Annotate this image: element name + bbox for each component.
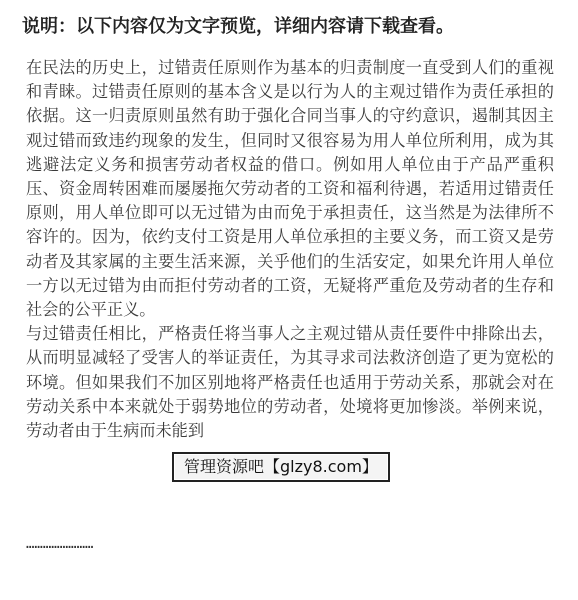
paragraph: 与过错责任相比，严格责任将当事人之主观过错从责任要件中排除出去，从而明显减轻了受害人的举证责任，为其寻求司法救济创造了更为宽松的环境。但如果我们不加区别地将严格责任也适用于劳动关系，那就会对在劳动关系中本来就处于弱势地位的劳动者，处境将更加惨淡。举例来说，劳动者由于生病而未能到 (26, 324, 554, 441)
preview-notice: 说明：以下内容仅为文字预览，详细内容请下载查看。 (22, 16, 454, 37)
paragraph: 在民法的历史上，过错责任原则作为基本的归责制度一直受到人们的重视和青睐。过错责任原则的基本含义是以行为人的主观过错作为责任承担的依据。这一归责原则虽然有助于强化合同当事人的守约意识，遏制其因主观过错而致违约现象的发生，但同时又很容易为用人单位所利用，成为其逃避法定义务和损害劳动者权益的借口。例如用人单位由于产品严重积压、资金周转困难而屡屡拖欠劳动者的工资和福利待遇，若适用过错责任原则，用人单位即可以无过错为由而免于承担责任，这当然是为法律所不容许的。因为，依约支付工资是用人单位承担的主要义务，而工资又是劳动者及其家属的主要生活来源，关乎他们的生活安定，如果允许用人单位一方以无过错为由而拒付劳动者的工资，无疑将严重危及劳动者的生存和社会的公平正义。 (26, 58, 554, 320)
truncation-ellipsis: …………………… (26, 536, 94, 552)
document-body (26, 56, 554, 443)
watermark-banner: 管理资源吧【glzy8.com】 (172, 452, 390, 482)
